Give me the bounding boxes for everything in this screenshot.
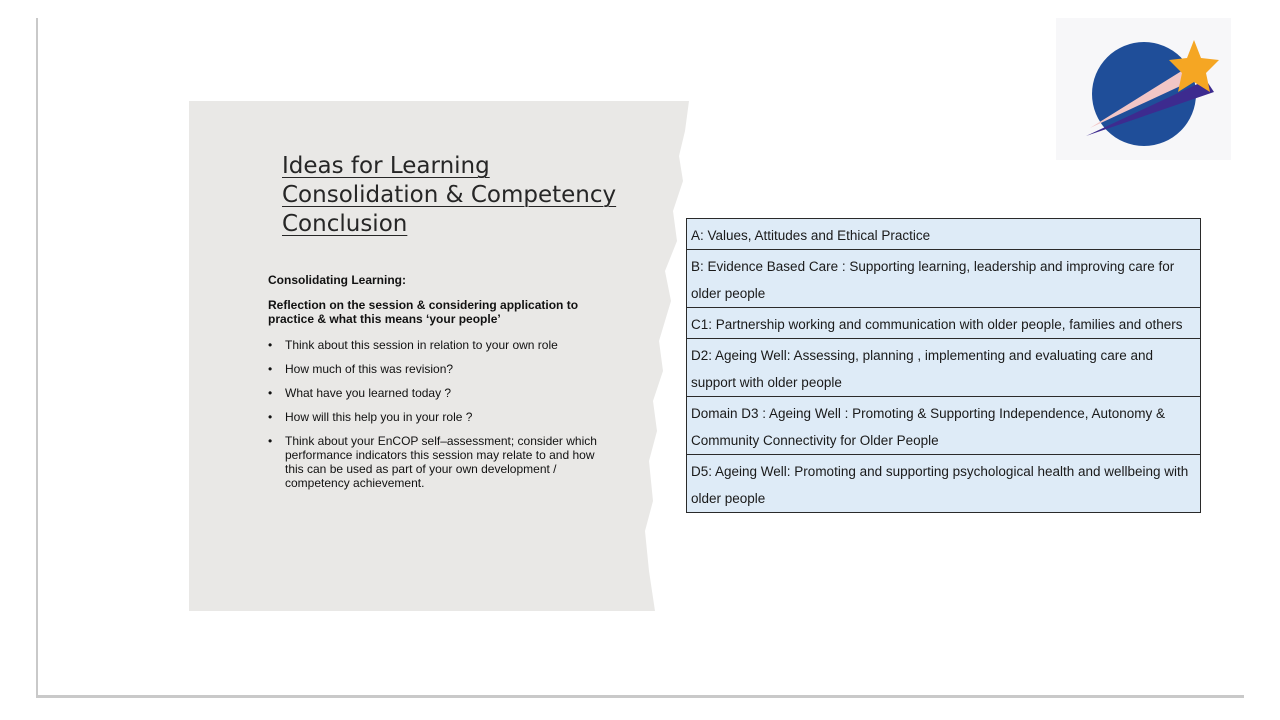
slide-bottom-edge	[36, 695, 1244, 698]
table-row	[687, 339, 1201, 397]
table-row	[687, 250, 1201, 308]
bullet-item: • How much of this was revision?	[268, 362, 608, 376]
table-row	[687, 455, 1201, 513]
competency-table	[686, 218, 1201, 513]
table-row	[687, 308, 1201, 339]
bullet-item: • What have you learned today ?	[268, 386, 608, 400]
bullet-item: • Think about this session in relation to your own role	[268, 338, 608, 352]
competency-cell: D2: Ageing Well: Assessing, planning , implementing and evaluating care and support with older people	[687, 339, 1201, 397]
shooting-star-logo-icon	[1056, 18, 1231, 160]
table-row	[687, 397, 1201, 455]
consolidating-heading: Consolidating Learning:	[268, 273, 406, 287]
competency-cell: B: Evidence Based Care : Supporting learning, leadership and improving care for older people	[687, 250, 1201, 308]
slide-title	[282, 152, 622, 239]
competency-cell: D5: Ageing Well: Promoting and supporting psychological health and wellbeing with older people	[687, 455, 1201, 513]
bullet-list	[268, 338, 608, 490]
competency-cell: C1: Partnership working and communication with older people, families and others	[687, 308, 1201, 339]
competency-cell: A: Values, Attitudes and Ethical Practice	[687, 219, 1201, 250]
competency-cell: Domain D3 : Ageing Well : Promoting & Supporting Independence, Autonomy & Community Connectivity for Older People	[687, 397, 1201, 455]
slide-left-edge	[36, 18, 38, 698]
bullet-item: • Think about your EnCOP self–assessment; consider which performance indicators this session may relate to and how this can be used as part of your own development / competency achievement.	[268, 434, 608, 490]
bullet-item: • How will this help you in your role ?	[268, 410, 608, 424]
reflection-heading: Reflection on the session & considering application to practice & what this means ‘your people’	[268, 298, 579, 326]
title-line-2: Consolidation & Competency	[282, 182, 617, 208]
title-line-1: Ideas for Learning	[282, 153, 490, 179]
body-text	[268, 273, 608, 500]
table-row	[687, 219, 1201, 250]
title-line-3: Conclusion	[282, 211, 408, 237]
